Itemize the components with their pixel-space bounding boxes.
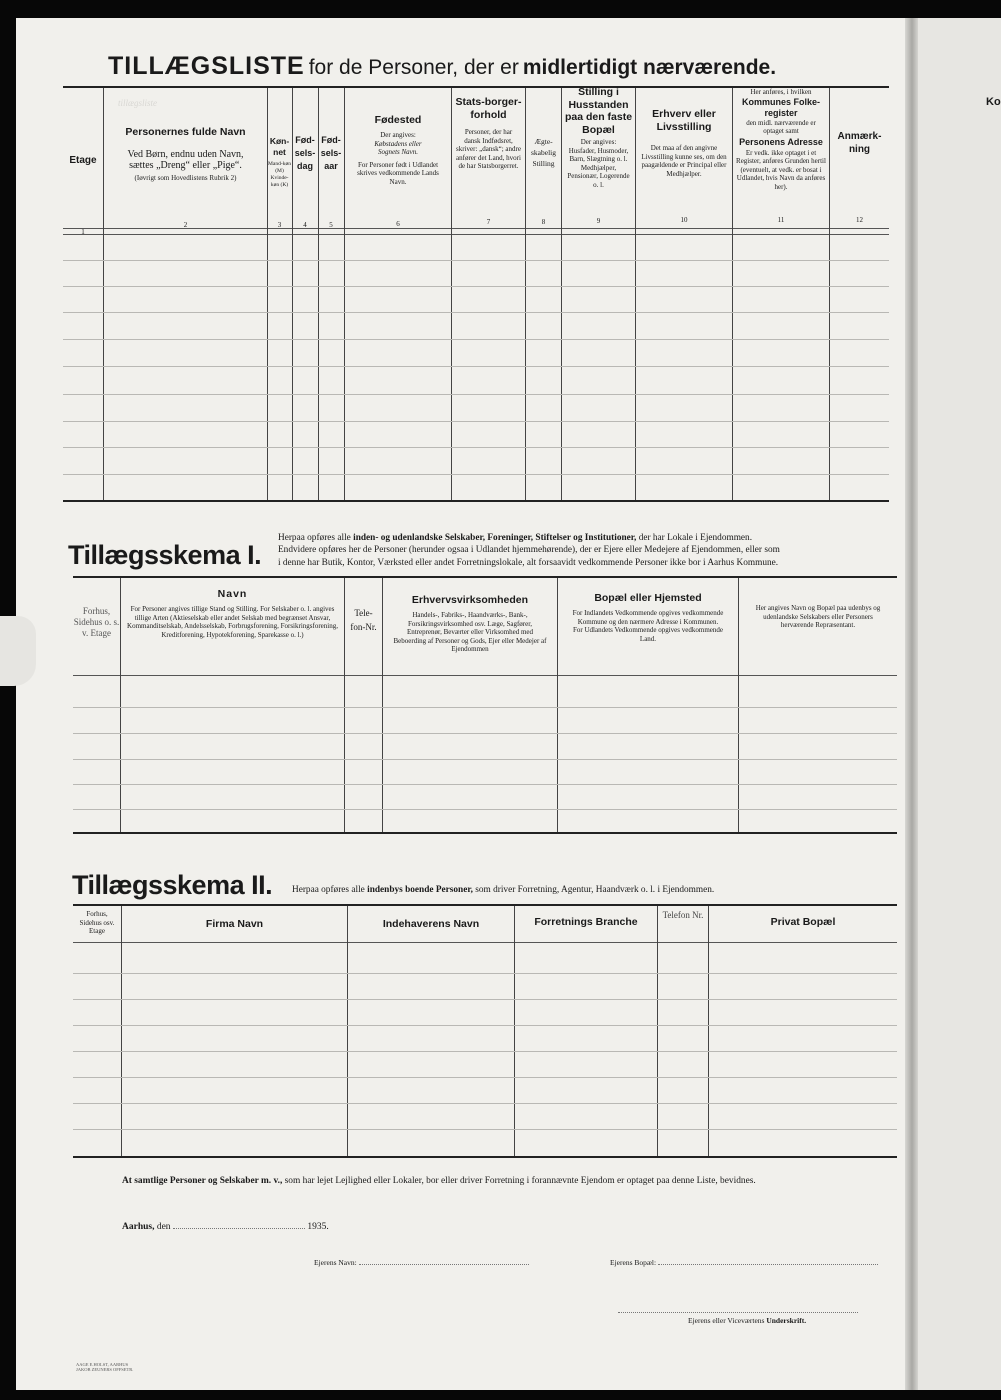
col-representant (739, 604, 897, 630)
col-note: Der angives: (380, 131, 416, 139)
col-number: 9 (596, 217, 601, 225)
col-pre: Her anføres, i hvilken (750, 88, 812, 96)
col-sex (267, 90, 292, 189)
title-rest-a: for de Personer, der er (308, 56, 519, 79)
col-note: Er vedk. ikke optaget i et Register, anføres Grunden hertil (eventuelt, at vedk. er bosat i Udlandet, hvis Navn da anføres her). (736, 148, 826, 191)
printer-imprint (76, 1362, 133, 1372)
den-label: den (156, 1222, 171, 1232)
col-note: (Iøvrigt som Hovedlistens Rubrik 2) (134, 174, 237, 182)
signature-label: Ejerens eller Viceværtens (688, 1316, 765, 1325)
col-number: 7 (486, 218, 491, 226)
col-note: Her angives Navn og Bopæl paa udenbys og udenlandske Selskabers eller Personers herværende Repræsentant. (755, 604, 881, 629)
col-firma: Firma Navn (205, 918, 264, 930)
col-note: Ved Børn, endnu uden Navn, (127, 149, 244, 160)
col-telefon (345, 606, 382, 634)
skema1-title (68, 540, 261, 571)
place-date (122, 1222, 329, 1232)
owner-address-line (658, 1264, 878, 1265)
col-number: 8 (541, 218, 546, 226)
col-note: Det maa af den angivne Livsstilling kunne ses, om den paagældende er Principal eller Medhjælper. (641, 144, 727, 178)
col-title: Bopæl eller Hjemsted (594, 592, 702, 604)
owner-address (610, 1259, 878, 1268)
col-note: Personer, der har dansk Indfødsret, skriver: „dansk“; andre anfører det Land, hvori de har Statsborgerret. (456, 128, 521, 170)
book-gutter (905, 18, 919, 1390)
col-etage (63, 90, 103, 167)
next-page-edge (918, 18, 1001, 1390)
col-title: Personernes fulde Navn (125, 126, 246, 138)
year: 1935. (307, 1222, 329, 1232)
col-number: 4 (303, 221, 307, 229)
owner-address-label: Ejerens Bopæl: (610, 1258, 657, 1267)
paper-tab (0, 616, 36, 686)
col-address (733, 90, 829, 191)
col-citizenship (452, 90, 525, 171)
col-note: Handels-, Fabriks-, Haandværks-, Bank-, Forsikringsvirksomhed osv. Læge, Sagfører, Entreprenør, Beværter eller Virksomhed med Beboerding af Personer og Gods, Ejer eller Medejer af Ejendommen (393, 611, 547, 653)
col-number: 11 (777, 216, 785, 224)
col-title: Navn (217, 588, 248, 600)
col-name (104, 90, 267, 183)
intro-line: Endvidere opføres her de Personer (herunder ogsaa i Udlandet hjemmehørende), der er Ejere eller Medejere af Ejendommen, eller som (278, 545, 780, 556)
col-title: Køn-net (269, 136, 290, 157)
declaration-text: som har lejet Lejlighed eller Lokaler, bor eller driver Forretning i forannævnte Ejendom er optaget paa denne Liste, bevidnes. (284, 1176, 756, 1186)
intro-bold: inden- og udenlandske Selskaber, Foreninger, Stiftelser og Institutioner, (353, 533, 637, 543)
col-title: Stilling i Husstanden paa den faste Bopæl (564, 86, 633, 136)
col-birthday (292, 90, 318, 173)
col-marital (526, 90, 561, 169)
col-title: Erhverv eller Livsstilling (652, 108, 716, 133)
intro-text: Herpaa opføres alle (278, 533, 351, 543)
col-remarks (830, 90, 889, 156)
col-household (562, 86, 635, 189)
owner-name (314, 1259, 529, 1268)
col-bopael: Privat Bopæl (770, 916, 836, 928)
col-number: 6 (396, 220, 400, 228)
col-telefon: Telefon Nr. (662, 910, 704, 920)
col-note: For Indlandets Vedkommende opgives vedkommende Kommune og den nærmere Adresse i Kommunen. For Udlandets Vedkommende opgives vedkommende Land. (572, 609, 724, 643)
col-title: Fød-sels-aar (320, 135, 342, 171)
col-title: Fød-sels-dag (294, 135, 316, 171)
col-title: Ægte-skabelig Stilling (531, 137, 556, 168)
title-rest-b: midlertidigt nærværende. (522, 56, 777, 79)
skema2-title (72, 870, 272, 901)
place: Aarhus, (122, 1222, 155, 1232)
col-number: 12 (856, 216, 863, 224)
col-note: Der angives: (580, 138, 617, 146)
col-title: Fødested (374, 114, 422, 126)
intro-bold: indenbys boende Personer, (367, 885, 473, 895)
col-title: Personens Adresse (739, 136, 823, 147)
col-number: 5 (329, 221, 333, 229)
signature-line (618, 1312, 858, 1313)
col-title: Anmærk-ning (837, 131, 882, 155)
main-title (108, 52, 776, 81)
title-word: TILLÆGSLISTE (108, 52, 305, 80)
skema2-intro (292, 884, 714, 896)
col-number: 3 (277, 221, 282, 229)
col-title: Stats-borger-forhold (455, 96, 522, 121)
col-pre2: Kommunes Folke-register (741, 96, 820, 118)
printer-line: JAKOB ZEUNERS OFFSETR. (76, 1367, 134, 1372)
col-title: Erhvervsvirksomheden (411, 594, 529, 606)
printer-line: AAGE E.HOLST, AARHUS (76, 1362, 129, 1367)
faint-handwriting: tillægsliste (118, 98, 158, 108)
col-indehaver: Indehaverens Navn (382, 918, 480, 930)
intro-text: som driver Forretning, Agentur, Haandværk o. l. i Ejendommen. (475, 885, 715, 895)
next-page-text: Ko (986, 96, 1001, 108)
intro-text: Herpaa opføres alle (292, 885, 365, 895)
owner-name-label: Ejerens Navn: (314, 1258, 357, 1267)
col-branche: Forretnings Branche (534, 916, 638, 928)
col-note: sættes „Dreng“ eller „Pige“. (129, 160, 242, 171)
intro-line: i denne har Butik, Kontor, Værksted eller andet Forretningslokale, alt forsaavidt vedkommende Personer ikke bor i Aarhus Kommune. (278, 557, 779, 568)
col-note: Husfader, Husmoder, Barn, Slægtning o. l. Medhjælper, Pensionær, Logerende o. l. (567, 146, 630, 189)
col-bopael (558, 592, 738, 643)
skema2-title-text: Tillægsskema II. (72, 870, 273, 900)
col-birthyear (318, 90, 344, 173)
col-title: Tele-fon-Nr. (350, 608, 377, 632)
col-pre3: den midl. nærværende er optaget samt (746, 118, 816, 135)
owner-name-line (359, 1264, 529, 1265)
col-note: For Personer angives tillige Stand og Stilling. For Selskaber o. l. angives tillige Arten (Aktieselskab eller andet Selskab med begrænset Ansvar, Kommanditselskab, Andelsselskab, Forbrugsforening, Forsikringsforening, Kreditforening, Hypotekforening, Sparekasse o. l.) (127, 605, 338, 639)
col-note: For Personer født i Udlandet skrives vedkommende Lands Navn. (357, 160, 439, 186)
col-etage: Forhus, Sidehus o. s. v. Etage (73, 606, 120, 638)
declaration-bold: At samtlige Personer og Selskaber m. v., (122, 1176, 283, 1186)
col-number: 10 (680, 216, 688, 224)
signature (688, 1317, 806, 1326)
col-etage: Forhus, Sidehus osv. Etage (79, 910, 115, 935)
declaration (122, 1176, 756, 1186)
col-title: Etage (69, 155, 97, 166)
col-number: 2 (183, 221, 188, 229)
col-birthplace (346, 90, 450, 186)
intro-text: der har Lokale i Ejendommen. (638, 533, 753, 543)
col-note: Mand-køn (M) (268, 161, 291, 174)
skema1-title-text: Tillægsskema I. (68, 540, 262, 570)
col-occupation (636, 90, 732, 178)
col-note: Kvinde-køn (K) (270, 175, 289, 188)
col-navn (121, 588, 344, 639)
signature-bold: Underskrift. (766, 1316, 807, 1325)
skema1-intro (278, 532, 898, 569)
col-note: Købstadens eller Sognets Navn. (374, 139, 422, 156)
col-number: 1 (81, 228, 85, 236)
col-erhverv (383, 594, 557, 654)
date-line (173, 1228, 305, 1229)
